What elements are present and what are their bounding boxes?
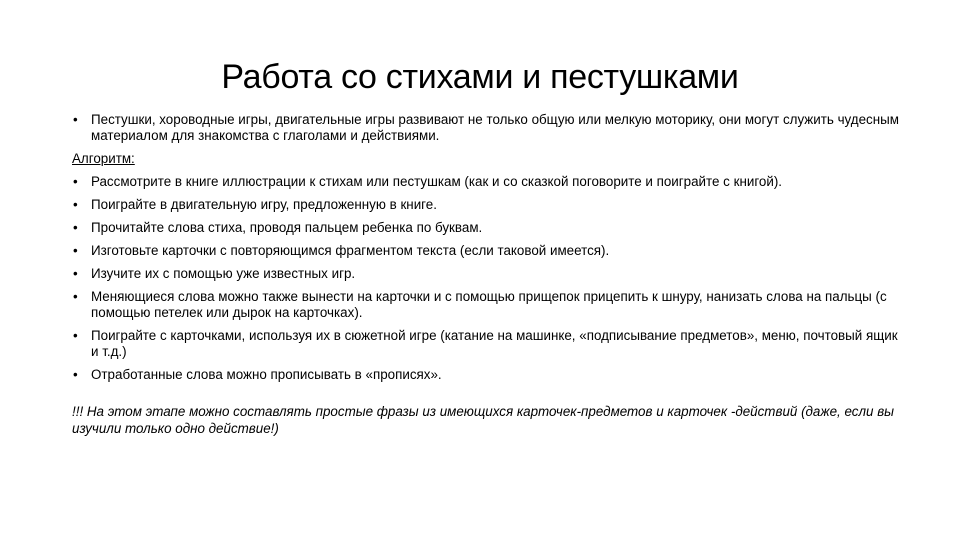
- list-item: [72, 197, 902, 213]
- list-item: [72, 220, 902, 236]
- step-text: Изучите их с помощью уже известных игр.: [91, 266, 356, 281]
- list-item: [72, 367, 902, 383]
- step-text: Рассмотрите в книге иллюстрации к стихам или пестушкам (как и со сказкой поговорите и поиграйте с книгой).: [91, 174, 783, 189]
- bullet-icon: •: [73, 243, 78, 258]
- list-item: [72, 174, 902, 190]
- step-text: Отработанные слова можно прописывать в «прописях».: [91, 367, 442, 382]
- step-text: Меняющиеся слова можно также вынести на карточки и с помощью прищепок прицепить к шнуру, нанизать слова на пальцы (с помощью петелек или дырок на карточках).: [91, 289, 887, 320]
- slide-body: [72, 112, 902, 437]
- intro-text: Пестушки, хороводные игры, двигательные игры развивают не только общую или мелкую моторику, они могут служить чудесным материалом для знакомства с глаголами и действиями.: [91, 112, 899, 143]
- bullet-icon: •: [73, 197, 78, 212]
- note-text: !!! На этом этапе можно составлять простые фразы из имеющихся карточек-предметов и карточек -действий (даже, если вы изучили только одно действие!): [72, 404, 895, 436]
- list-item: [72, 289, 902, 321]
- bullet-icon: •: [73, 112, 78, 127]
- bullet-icon: •: [73, 266, 78, 281]
- step-text: Поиграйте с карточками, используя их в сюжетной игре (катание на машинке, «подписывание предметов», меню, почтовый ящик и т.д.): [91, 328, 898, 359]
- bullet-icon: •: [73, 174, 78, 189]
- list-item: [72, 266, 902, 282]
- bullet-icon: •: [73, 367, 78, 382]
- bullet-icon: •: [73, 220, 78, 235]
- step-text: Поиграйте в двигательную игру, предложенную в книге.: [91, 197, 437, 212]
- bullet-icon: •: [73, 328, 78, 343]
- list-item: [72, 243, 902, 259]
- bullet-icon: •: [73, 289, 78, 304]
- step-text: Изготовьте карточки с повторяющимся фрагментом текста (если таковой имеется).: [91, 243, 610, 258]
- step-text: Прочитайте слова стиха, проводя пальцем ребенка по буквам.: [91, 220, 483, 235]
- intro-item: [72, 112, 902, 144]
- list-item: [72, 328, 902, 360]
- steps-list: [72, 174, 902, 383]
- slide-title: Работа со стихами и пестушками: [221, 58, 739, 96]
- algorithm-label: Алгоритм:: [72, 151, 135, 166]
